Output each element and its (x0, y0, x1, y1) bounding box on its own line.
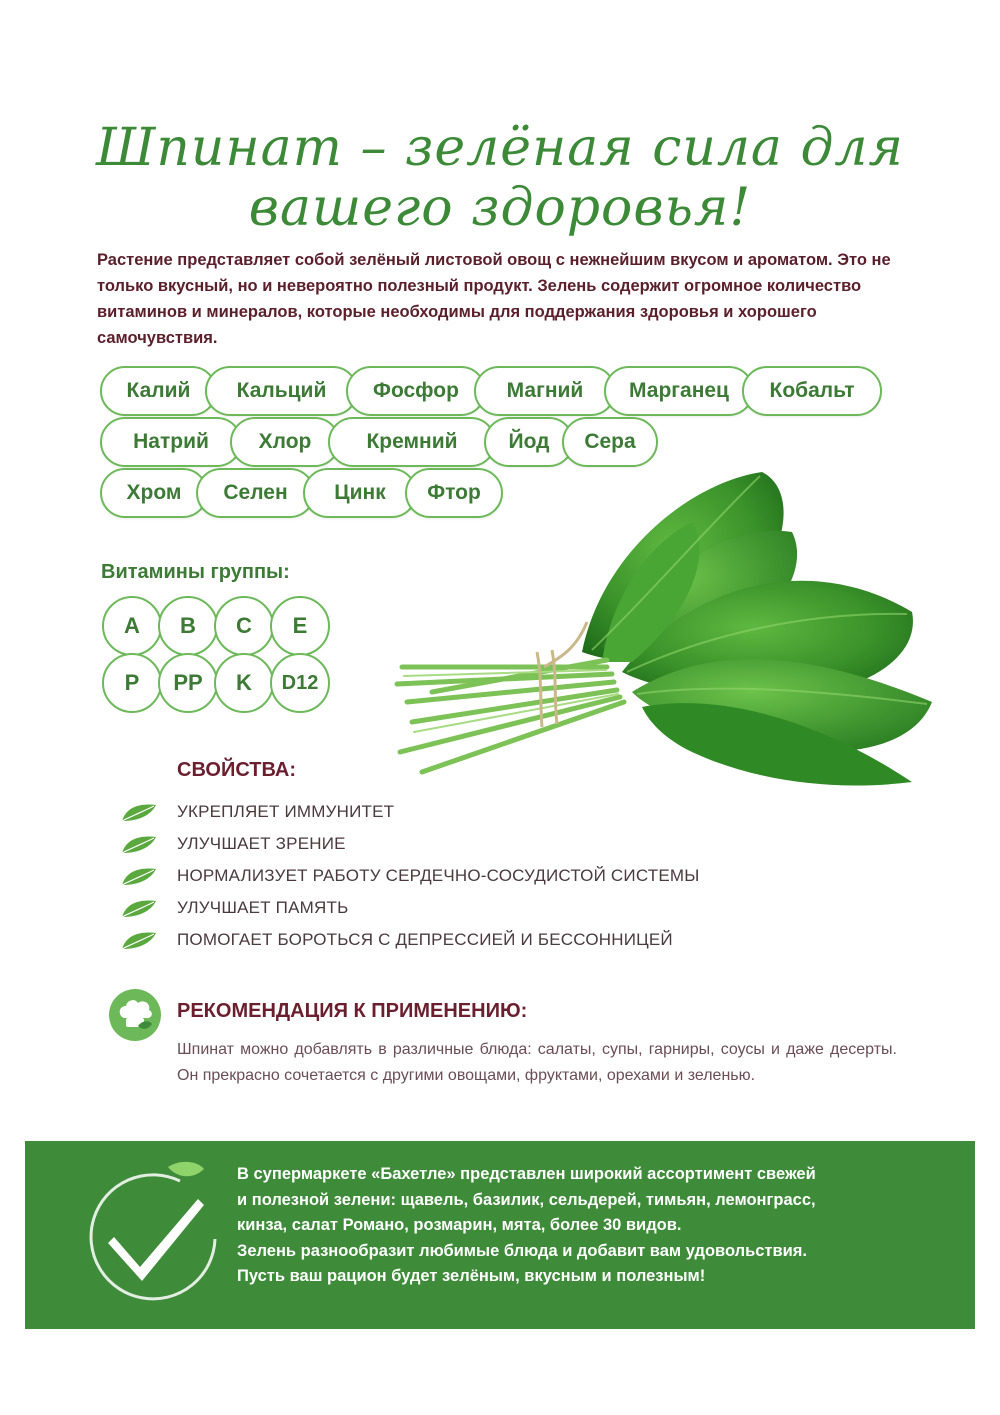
vitamin-circle: D12 (270, 653, 330, 713)
vitamin-circle: P (102, 653, 162, 713)
checkmark-icon (80, 1159, 230, 1314)
leaf-icon (120, 897, 160, 919)
mineral-pill: Кобальт (742, 366, 882, 416)
mineral-pill: Магний (474, 366, 616, 416)
leaf-icon (120, 865, 160, 887)
mineral-pill: Кальций (205, 366, 358, 416)
intro-paragraph: Растение представляет собой зелёный листовой овощ с нежнейшим вкусом и ароматом. Это не только вкусный, но и невероятно полезный продукт. Зелень содержит огромное количество витаминов и минералов, которые необходимы для поддержания здоровья и хорошего самочувствия. (97, 251, 891, 347)
mineral-pill: Марганец (604, 366, 754, 416)
mineral-pill: Натрий (100, 417, 242, 467)
mineral-pill: Селен (196, 468, 315, 518)
vitamin-circle: A (102, 596, 162, 656)
mineral-pill: Сера (562, 417, 658, 467)
vitamin-circle: K (214, 653, 274, 713)
mineral-pill: Цинк (303, 468, 417, 518)
properties-list (120, 796, 880, 956)
property-text: УКРЕПЛЯЕТ ИММУНИТЕТ (177, 802, 395, 821)
mineral-pill: Хлор (230, 417, 340, 467)
banner-text (237, 1162, 937, 1290)
list-item (120, 828, 880, 860)
vitamin-circle: E (270, 596, 330, 656)
list-item (120, 924, 880, 956)
mineral-pill: Фосфор (346, 366, 486, 416)
minerals-row-2 (100, 417, 646, 467)
properties-title: СВОЙСТВА: (177, 759, 297, 781)
banner-line: В супермаркете «Бахетле» представлен широкий ассортимент свежей (237, 1165, 816, 1183)
spinach-bunch-image (392, 462, 952, 792)
mineral-pill: Йод (484, 417, 574, 467)
chef-hat-icon (108, 988, 162, 1042)
recommendation-title: РЕКОМЕНДАЦИЯ К ПРИМЕНЕНИЮ: (177, 1000, 528, 1022)
recommendation-text: Шпинат можно добавлять в различные блюда: салаты, супы, гарниры, соусы и даже десерты. Он прекрасно сочетается с другими овощами, фруктами, орехами и зеленью. (177, 1041, 897, 1084)
property-text: УЛУЧШАЕТ ЗРЕНИЕ (177, 834, 346, 853)
banner-line: и полезной зелени: щавель, базилик, сельдерей, тимьян, лемонграсс, (237, 1190, 816, 1209)
list-item (120, 860, 880, 892)
mineral-pill: Фтор (405, 468, 503, 518)
list-item (120, 892, 880, 924)
vitamins-title: Витамины группы: (101, 561, 290, 583)
vitamin-circle: B (158, 596, 218, 656)
vitamin-circle: C (214, 596, 274, 656)
banner-line: Зелень разнообразит любимые блюда и добавит вам удовольствия. (237, 1241, 807, 1260)
vitamins-row-1 (102, 596, 326, 656)
banner-line: Пусть ваш рацион будет зелёным, вкусным и полезным! (237, 1267, 706, 1285)
leaf-icon (120, 801, 160, 823)
minerals-row-1 (100, 366, 870, 416)
vitamin-circle: PP (158, 653, 218, 713)
banner-line: кинза, салат Романо, розмарин, мята, более 30 видов. (237, 1216, 682, 1234)
leaf-icon (120, 833, 160, 855)
page-title: Шпинат – зелёная сила для вашего здоровья! (96, 118, 904, 238)
leaf-icon (120, 929, 160, 951)
property-text: УЛУЧШАЕТ ПАМЯТЬ (177, 898, 349, 917)
promo-banner (25, 1141, 975, 1329)
mineral-pill: Калий (100, 366, 217, 416)
mineral-pill: Кремний (328, 417, 496, 467)
property-text: НОРМАЛИЗУЕТ РАБОТУ СЕРДЕЧНО-СОСУДИСТОЙ СИСТЕМЫ (177, 866, 700, 885)
list-item (120, 796, 880, 828)
property-text: ПОМОГАЕТ БОРОТЬСЯ С ДЕПРЕССИЕЙ И БЕССОННИЦЕЙ (177, 930, 673, 949)
vitamins-row-2 (102, 653, 326, 713)
mineral-pill: Хром (100, 468, 208, 518)
